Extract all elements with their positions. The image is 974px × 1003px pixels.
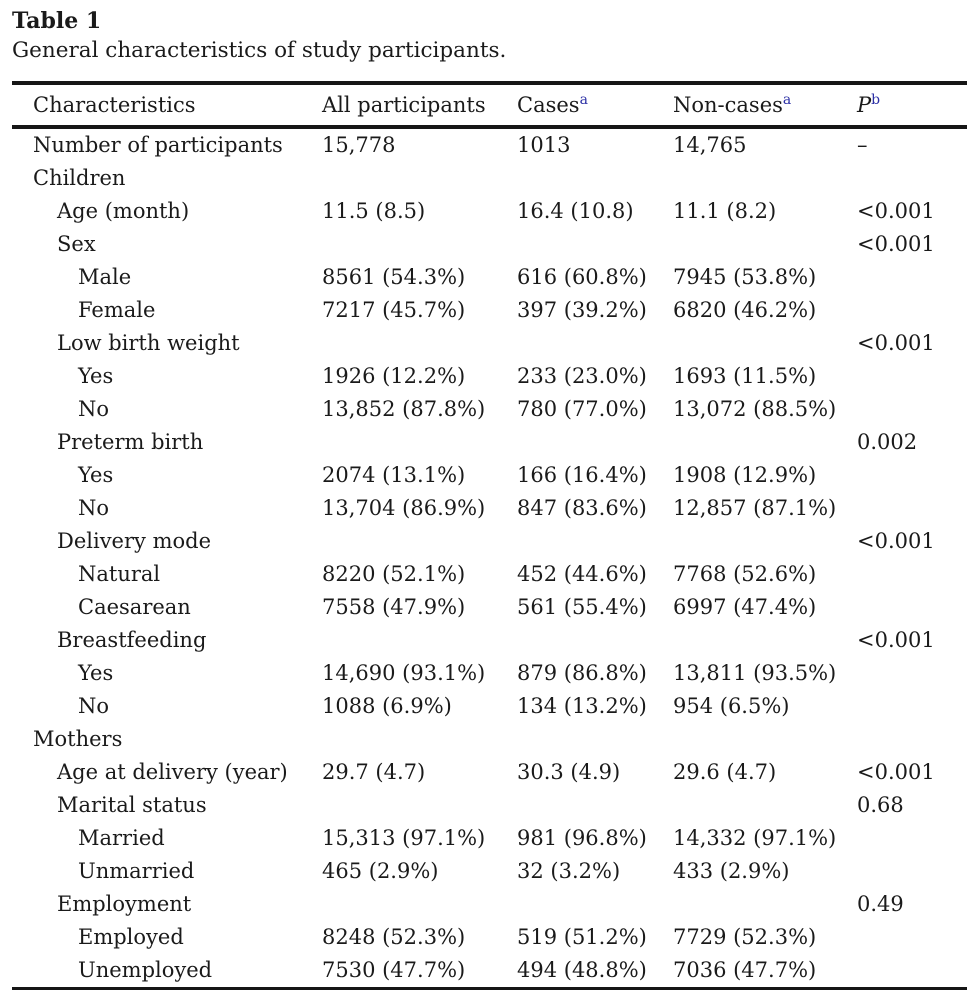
cell-all-participants: 7217 (45.7%) [322, 298, 466, 322]
cell-all-participants [322, 426, 517, 459]
cell-p-value: – [857, 133, 868, 157]
cell-all-participants [322, 162, 517, 195]
cell-cases: 616 (60.8%) [517, 265, 647, 289]
cell-all-participants: 2074 (13.1%) [322, 463, 466, 487]
cell-all-participants: 8220 (52.1%) [322, 562, 466, 586]
cell-cases: 494 (48.8%) [517, 958, 647, 982]
cell-p-value [857, 690, 967, 723]
cell-cases [517, 525, 673, 558]
cell-all-participants: 13,852 (87.8%) [322, 397, 486, 421]
cell-p-value: <0.001 [857, 232, 935, 256]
cell-p-value: <0.001 [857, 529, 935, 553]
cell-p-value [857, 723, 967, 756]
cell-p-value: <0.001 [857, 760, 935, 784]
table-row [12, 525, 967, 558]
cell-p-value [857, 822, 967, 855]
table-row [12, 954, 967, 987]
cell-non-cases [673, 162, 857, 195]
cell-non-cases [673, 228, 857, 261]
table-row [12, 558, 967, 591]
table-row [12, 822, 967, 855]
row-characteristic-label: Married [78, 826, 165, 850]
cell-cases [517, 228, 673, 261]
footnote-marker-a: a [782, 92, 792, 108]
row-characteristic-label: Age (month) [57, 199, 190, 223]
table-row [12, 855, 967, 888]
table-row [12, 492, 967, 525]
column-header-label: Characteristics [33, 93, 196, 117]
cell-cases: 519 (51.2%) [517, 925, 647, 949]
table-row [12, 228, 967, 261]
table-row [12, 657, 967, 690]
cell-cases: 134 (13.2%) [517, 694, 647, 718]
cell-non-cases: 13,811 (93.5%) [673, 661, 837, 685]
column-header-characteristics [33, 93, 322, 117]
rule-bottom [12, 987, 967, 990]
row-characteristic-label: Sex [57, 232, 96, 256]
cell-p-value: 0.49 [857, 892, 904, 916]
cell-non-cases: 7945 (53.8%) [673, 265, 817, 289]
cell-cases [517, 162, 673, 195]
table-row [12, 162, 967, 195]
cell-p-value: 0.002 [857, 430, 918, 454]
table [12, 81, 967, 990]
row-characteristic-label: No [78, 397, 110, 421]
cell-non-cases: 7729 (52.3%) [673, 925, 817, 949]
cell-all-participants [322, 723, 517, 756]
cell-p-value [857, 294, 967, 327]
table-row [12, 591, 967, 624]
table-row [12, 789, 967, 822]
cell-all-participants: 13,704 (86.9%) [322, 496, 486, 520]
cell-non-cases: 11.1 (8.2) [673, 199, 777, 223]
cell-cases [517, 624, 673, 657]
row-characteristic-label: Caesarean [78, 595, 191, 619]
cell-p-value [857, 657, 967, 690]
row-characteristic-label: Natural [78, 562, 161, 586]
row-characteristic-label: Children [33, 166, 126, 190]
cell-cases: 166 (16.4%) [517, 463, 647, 487]
cell-cases: 233 (23.0%) [517, 364, 647, 388]
cell-non-cases [673, 327, 857, 360]
table-row [12, 327, 967, 360]
cell-non-cases: 6820 (46.2%) [673, 298, 817, 322]
table-title: Table 1 [12, 8, 102, 34]
cell-cases [517, 888, 673, 921]
cell-non-cases: 7036 (47.7%) [673, 958, 817, 982]
cell-all-participants: 14,690 (93.1%) [322, 661, 486, 685]
table-row [12, 756, 967, 789]
cell-cases: 847 (83.6%) [517, 496, 647, 520]
cell-cases [517, 327, 673, 360]
cell-non-cases [673, 426, 857, 459]
row-characteristic-label: Low birth weight [57, 331, 240, 355]
cell-all-participants: 1088 (6.9%) [322, 694, 452, 718]
column-header-all-participants [322, 93, 517, 117]
cell-all-participants [322, 789, 517, 822]
table-row [12, 690, 967, 723]
table-row [12, 888, 967, 921]
cell-p-value [857, 261, 967, 294]
cell-all-participants: 11.5 (8.5) [322, 199, 426, 223]
table-header-row [12, 85, 967, 125]
cell-non-cases: 7768 (52.6%) [673, 562, 817, 586]
table-row [12, 624, 967, 657]
cell-non-cases [673, 723, 857, 756]
cell-non-cases: 14,332 (97.1%) [673, 826, 837, 850]
cell-non-cases: 433 (2.9%) [673, 859, 790, 883]
table-caption: General characteristics of study participants. [12, 38, 507, 63]
row-characteristic-label: Age at delivery (year) [57, 760, 288, 784]
footnote-marker-a: a [579, 92, 588, 108]
cell-all-participants: 7558 (47.9%) [322, 595, 466, 619]
row-characteristic-label: Yes [78, 661, 114, 685]
cell-all-participants [322, 888, 517, 921]
table-row [12, 921, 967, 954]
row-characteristic-label: Employment [57, 892, 192, 916]
cell-all-participants: 15,313 (97.1%) [322, 826, 486, 850]
row-characteristic-label: Number of participants [33, 133, 283, 157]
table-row [12, 195, 967, 228]
row-characteristic-label: Mothers [33, 727, 123, 751]
row-characteristic-label: Unemployed [78, 958, 213, 982]
row-characteristic-label: Delivery mode [57, 529, 211, 553]
cell-p-value: <0.001 [857, 628, 935, 652]
column-header-label: P [857, 93, 872, 117]
table-row [12, 459, 967, 492]
cell-non-cases: 14,765 [673, 133, 747, 157]
cell-cases: 30.3 (4.9) [517, 760, 621, 784]
cell-non-cases: 29.6 (4.7) [673, 760, 777, 784]
cell-p-value [857, 855, 967, 888]
cell-non-cases: 12,857 (87.1%) [673, 496, 837, 520]
table-row [12, 129, 967, 162]
cell-all-participants: 29.7 (4.7) [322, 760, 426, 784]
table-body [12, 129, 967, 987]
cell-all-participants: 7530 (47.7%) [322, 958, 466, 982]
row-characteristic-label: Marital status [57, 793, 207, 817]
cell-cases: 397 (39.2%) [517, 298, 647, 322]
row-characteristic-label: Female [78, 298, 156, 322]
cell-p-value [857, 558, 967, 591]
cell-all-participants: 465 (2.9%) [322, 859, 439, 883]
cell-cases [517, 426, 673, 459]
cell-all-participants [322, 525, 517, 558]
cell-non-cases [673, 888, 857, 921]
cell-p-value [857, 162, 967, 195]
row-characteristic-label: Yes [78, 463, 114, 487]
table-row [12, 261, 967, 294]
table-row [12, 426, 967, 459]
cell-non-cases: 1693 (11.5%) [673, 364, 817, 388]
cell-non-cases [673, 624, 857, 657]
table-row [12, 360, 967, 393]
cell-non-cases: 1908 (12.9%) [673, 463, 817, 487]
table-row [12, 393, 967, 426]
cell-p-value [857, 591, 967, 624]
cell-p-value: <0.001 [857, 331, 935, 355]
cell-cases: 981 (96.8%) [517, 826, 647, 850]
cell-cases: 780 (77.0%) [517, 397, 647, 421]
column-header-cases [517, 93, 673, 117]
column-header-non-cases [673, 93, 857, 117]
cell-all-participants: 1926 (12.2%) [322, 364, 466, 388]
row-characteristic-label: Yes [78, 364, 114, 388]
column-header-label: All participants [322, 93, 486, 117]
table-row [12, 723, 967, 756]
column-header-label: Cases [517, 93, 580, 117]
row-characteristic-label: Employed [78, 925, 184, 949]
cell-p-value [857, 492, 967, 525]
cell-p-value: 0.68 [857, 793, 904, 817]
cell-cases: 561 (55.4%) [517, 595, 647, 619]
cell-cases [517, 723, 673, 756]
row-characteristic-label: No [78, 496, 110, 520]
cell-cases: 1013 [517, 133, 571, 157]
cell-all-participants [322, 228, 517, 261]
cell-cases: 32 (3.2%) [517, 859, 621, 883]
cell-all-participants: 8561 (54.3%) [322, 265, 466, 289]
cell-p-value: <0.001 [857, 199, 935, 223]
cell-cases [517, 789, 673, 822]
cell-p-value [857, 393, 967, 426]
cell-non-cases [673, 525, 857, 558]
row-characteristic-label: Male [78, 265, 132, 289]
table-row [12, 294, 967, 327]
cell-p-value [857, 459, 967, 492]
cell-all-participants [322, 327, 517, 360]
cell-all-participants [322, 624, 517, 657]
cell-non-cases: 954 (6.5%) [673, 694, 790, 718]
footnote-marker-b: b [871, 92, 881, 108]
cell-non-cases: 13,072 (88.5%) [673, 397, 837, 421]
row-characteristic-label: Unmarried [78, 859, 195, 883]
cell-cases: 452 (44.6%) [517, 562, 647, 586]
cell-p-value [857, 921, 967, 954]
cell-cases: 879 (86.8%) [517, 661, 647, 685]
cell-p-value [857, 360, 967, 393]
column-header-p-value [857, 93, 967, 117]
row-characteristic-label: Breastfeeding [57, 628, 207, 652]
column-header-label: Non-cases [673, 93, 783, 117]
row-characteristic-label: Preterm birth [57, 430, 204, 454]
cell-all-participants: 15,778 [322, 133, 396, 157]
cell-p-value [857, 954, 967, 987]
cell-non-cases [673, 789, 857, 822]
cell-all-participants: 8248 (52.3%) [322, 925, 466, 949]
row-characteristic-label: No [78, 694, 110, 718]
cell-non-cases: 6997 (47.4%) [673, 595, 817, 619]
cell-cases: 16.4 (10.8) [517, 199, 634, 223]
